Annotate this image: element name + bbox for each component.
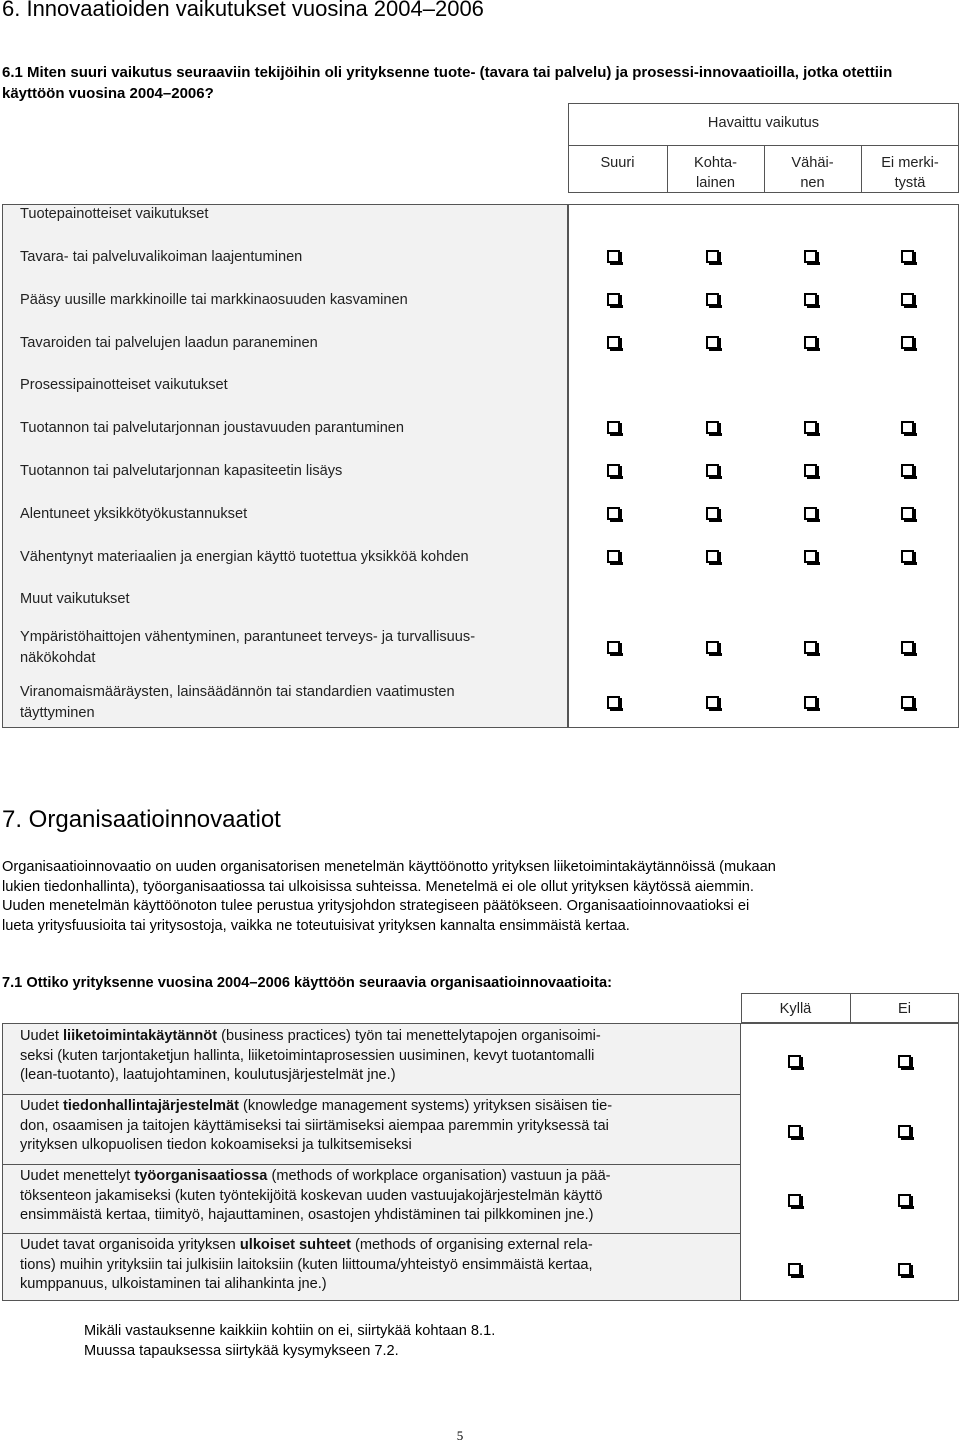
checkbox-row4-col1[interactable] (607, 421, 620, 434)
checkbox-row1-col1[interactable] (607, 250, 620, 263)
row-label: Ympäristöhaittojen vähentyminen, parantuneet terveys- ja turvallisuus- näkökohdat (20, 629, 476, 666)
checkbox-row5-col3[interactable] (804, 464, 817, 477)
col-ei: Ei (898, 1001, 911, 1017)
checkbox-row9-col1[interactable] (607, 696, 620, 709)
org-checkbox-row2-ei[interactable] (898, 1125, 911, 1138)
col-kohtalainen: Kohta- lainen (694, 155, 737, 191)
checkbox-row2-col2[interactable] (706, 293, 719, 306)
org-checkbox-row1-kylla[interactable] (788, 1055, 801, 1068)
checkbox-row4-col4[interactable] (901, 421, 914, 434)
checkbox-row1-col3[interactable] (804, 250, 817, 263)
checkbox-row3-col3[interactable] (804, 336, 817, 349)
checkbox-row9-col4[interactable] (901, 696, 914, 709)
org-innovation-table (2, 993, 959, 1301)
checkbox-row6-col1[interactable] (607, 507, 620, 520)
col-ei-merkitysta: Ei merki- tystä (881, 155, 939, 191)
checkbox-row2-col3[interactable] (804, 293, 817, 306)
checkbox-row5-col2[interactable] (706, 464, 719, 477)
row-label: Alentuneet yksikkötyökustannukset (20, 506, 248, 522)
checkbox-row9-col2[interactable] (706, 696, 719, 709)
checkbox-row3-col2[interactable] (706, 336, 719, 349)
checkbox-row7-col3[interactable] (804, 550, 817, 563)
row-label: Vähentynyt materiaalien ja energian käyttö tuotettua yksikköä kohden (20, 549, 469, 565)
checkbox-row7-col1[interactable] (607, 550, 620, 563)
page-number: 5 (456, 1428, 464, 1443)
row-label: Tavara- tai palveluvalikoiman laajentuminen (20, 249, 303, 265)
row-label: Viranomaismääräysten, lainsäädännön tai standardien vaatimusten täyttyminen (20, 684, 455, 721)
checkbox-row6-col2[interactable] (706, 507, 719, 520)
checkbox-row5-col1[interactable] (607, 464, 620, 477)
org-checkbox-row4-kylla[interactable] (788, 1263, 801, 1276)
org-row-workplace-organisation: Uudet menettelyt työorganisaatiossa (methods of workplace organisation) vastuun ja pää- töksenteon jakamiseksi (kuten työntekijöitä koskevan uuden vastuujakojärjestelmän käyttö ensimmäistä kertaa, tiimityö, hajauttaminen, osastojen yhdistäminen tai pilkkominen jne.) (20, 1168, 611, 1224)
checkbox-row4-col3[interactable] (804, 421, 817, 434)
org-row-external-relations: Uudet tavat organisoida yrityksen ulkoiset suhteet (methods of organising external rela- tions) muihin yrityksiin tai julkisiin laitoksiin (kuten liittouma/yhteistyö ensimmäistä kertaa, kumppanuus, ulkoistaminen tai alihankinta jne.) (20, 1237, 593, 1293)
group-process: Prosessipainotteiset vaikutukset (20, 377, 228, 393)
question-6-1: 6.1 Miten suuri vaikutus seuraaviin tekijöihin oli yrityksenne tuote- (tavara tai palvelu) ja prosessi-innovaatioilla, jotka otettiin käyttöön vuosina 2004–2006? (2, 64, 893, 102)
checkbox-row2-col4[interactable] (901, 293, 914, 306)
org-row-business-practices: Uudet liiketoimintakäytännöt (business practices) työn tai menettelytapojen organisoimi- seksi (kuten tarjontaketjun hallinta, liiketoimintaprosessien uusiminen, kevyt tuotantomalli (lean-tuotanto), laatujohtaminen, koulutusjärjestelmät jne.) (20, 1028, 601, 1084)
impact-table (2, 103, 959, 728)
group-other: Muut vaikutukset (20, 591, 130, 607)
checkbox-row8-col4[interactable] (901, 641, 914, 654)
org-checkbox-row4-ei[interactable] (898, 1263, 911, 1276)
org-checkbox-row3-kylla[interactable] (788, 1194, 801, 1207)
checkbox-row6-col3[interactable] (804, 507, 817, 520)
checkbox-row2-col1[interactable] (607, 293, 620, 306)
org-checkbox-row3-ei[interactable] (898, 1194, 911, 1207)
row-label: Tavaroiden tai palvelujen laadun paraneminen (20, 335, 318, 351)
checkbox-row3-col4[interactable] (901, 336, 914, 349)
row-label: Tuotannon tai palvelutarjonnan kapasiteetin lisäys (20, 463, 343, 479)
checkbox-row1-col2[interactable] (706, 250, 719, 263)
checkbox-row9-col3[interactable] (804, 696, 817, 709)
checkbox-row4-col2[interactable] (706, 421, 719, 434)
row-label: Tuotannon tai palvelutarjonnan joustavuuden parantuminen (20, 420, 405, 436)
checkbox-row3-col1[interactable] (607, 336, 620, 349)
checkbox-row1-col4[interactable] (901, 250, 914, 263)
checkbox-row7-col2[interactable] (706, 550, 719, 563)
section-7-paragraph: Organisaatioinnovaatio on uuden organisatorisen menetelmän käyttöönotto yrityksen liiketoimintakäytännöissä (mukaan lukien tiedonhallinta), työorganisaatiossa tai ulkoisissa suhteissa. Menetelmä ei ole ollut yrityksen käytössä aiemmin. Uuden menetelmän käyttöönoton tulee perustua yritysjohdon strategiseen päätökseen. Organisaatioinnovaatioksi ei lueta yritysfuusioita tai yritysostoja, vaikka ne toteutuisivat yrityksen kannalta ensimmäistä kertaa. (2, 859, 776, 934)
org-row-knowledge-management: Uudet tiedonhallintajärjestelmät (knowledge management systems) yrityksen sisäisen tie- don, osaamisen ja taitojen käyttämiseksi tai siirtämiseksi aiempaa paremmin yrityksessä tai yrityksen ulkopuolisen tiedon kokoamiseksi ja tulkitsemiseksi (20, 1098, 613, 1154)
checkbox-row8-col2[interactable] (706, 641, 719, 654)
checkbox-row8-col1[interactable] (607, 641, 620, 654)
checkbox-row6-col4[interactable] (901, 507, 914, 520)
group-product: Tuotepainotteiset vaikutukset (20, 206, 209, 222)
row-label: Pääsy uusille markkinoille tai markkinaosuuden kasvaminen (20, 292, 408, 308)
checkbox-row5-col4[interactable] (901, 464, 914, 477)
question-7-1: 7.1 Ottiko yrityksenne vuosina 2004–2006 käyttöön seuraavia organisaatioinnovaatioita: (2, 975, 612, 991)
section-6-title: 6. Innovaatioiden vaikutukset vuosina 2004–2006 (2, 0, 484, 21)
header-group-label: Havaittu vaikutus (707, 115, 820, 131)
checkbox-row7-col4[interactable] (901, 550, 914, 563)
org-checkbox-row2-kylla[interactable] (788, 1125, 801, 1138)
org-checkbox-row1-ei[interactable] (898, 1055, 911, 1068)
col-suuri: Suuri (600, 155, 635, 171)
footnote: Mikäli vastauksenne kaikkiin kohtiin on ei, siirtykää kohtaan 8.1. Muussa tapauksessa siirtykää kysymykseen 7.2. (84, 1323, 496, 1359)
section-7-title: 7. Organisaatioinnovaatiot (2, 806, 281, 833)
checkbox-row8-col3[interactable] (804, 641, 817, 654)
col-vahainen: Vähäi- nen (791, 155, 834, 191)
col-kylla: Kyllä (779, 1001, 812, 1017)
